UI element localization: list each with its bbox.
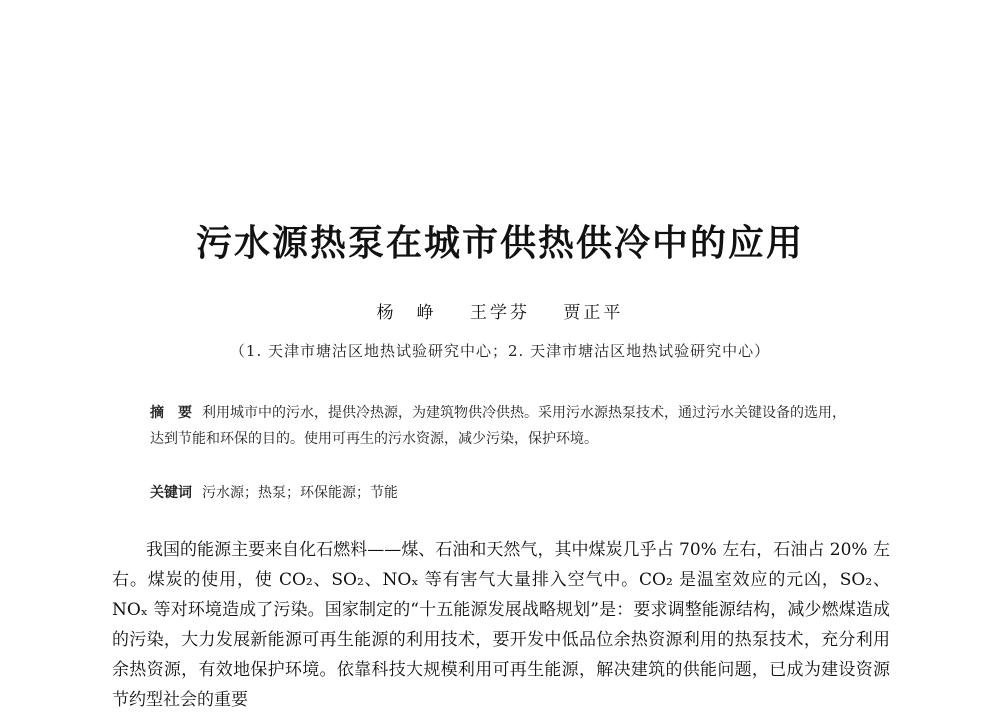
author-list <box>0 298 1000 323</box>
author-name: 王学芬 <box>470 303 530 323</box>
author-name: 杨 峥 <box>376 303 437 323</box>
affiliations: （1. 天津市塘沽区地热试验研究中心；2. 天津市塘沽区地热试验研究中心） <box>229 342 771 360</box>
abstract-text: 利用城市中的污水，提供冷热源，为建筑物供冷供热。采用污水源热泵技术，通过污水关键设备的选用，达到节能和环保的目的。使用可再生的污水资源，减少污染，保护环境。 <box>150 405 846 447</box>
keywords <box>150 482 850 502</box>
abstract-label: 摘 要 <box>150 405 192 421</box>
keywords-label: 关键词 <box>150 485 192 501</box>
abstract <box>150 400 850 452</box>
keywords-text: 污水源；热泵；环保能源；节能 <box>202 485 398 501</box>
body-paragraph: 我国的能源主要来自化石燃料——煤、石油和天然气，其中煤炭几乎占 70% 左右，石油占 20% 左右。煤炭的使用，使 CO₂、SO₂、NOₓ 等有害气大量排入空气中。CO₂ 是温室效应的元凶，SO₂、NOₓ 等对环境造成了污染。国家制定的“十五能源发展战略规划”是：要求调整能源结构，减少燃煤造成的污染，大力发展新能源可再生能源的利用技术，要开发中低品位余热资源利用的热泵技术，充分利用余热资源，有效地保护环境。依靠科技大规模利用可再生能源，解决建筑的供能问题，已成为建设资源节约型社会的重要 <box>112 540 890 710</box>
paper-title: 污水源热泵在城市供热供冷中的应用 <box>195 222 804 264</box>
author-name: 贾正平 <box>563 303 624 323</box>
body-text <box>112 535 890 715</box>
